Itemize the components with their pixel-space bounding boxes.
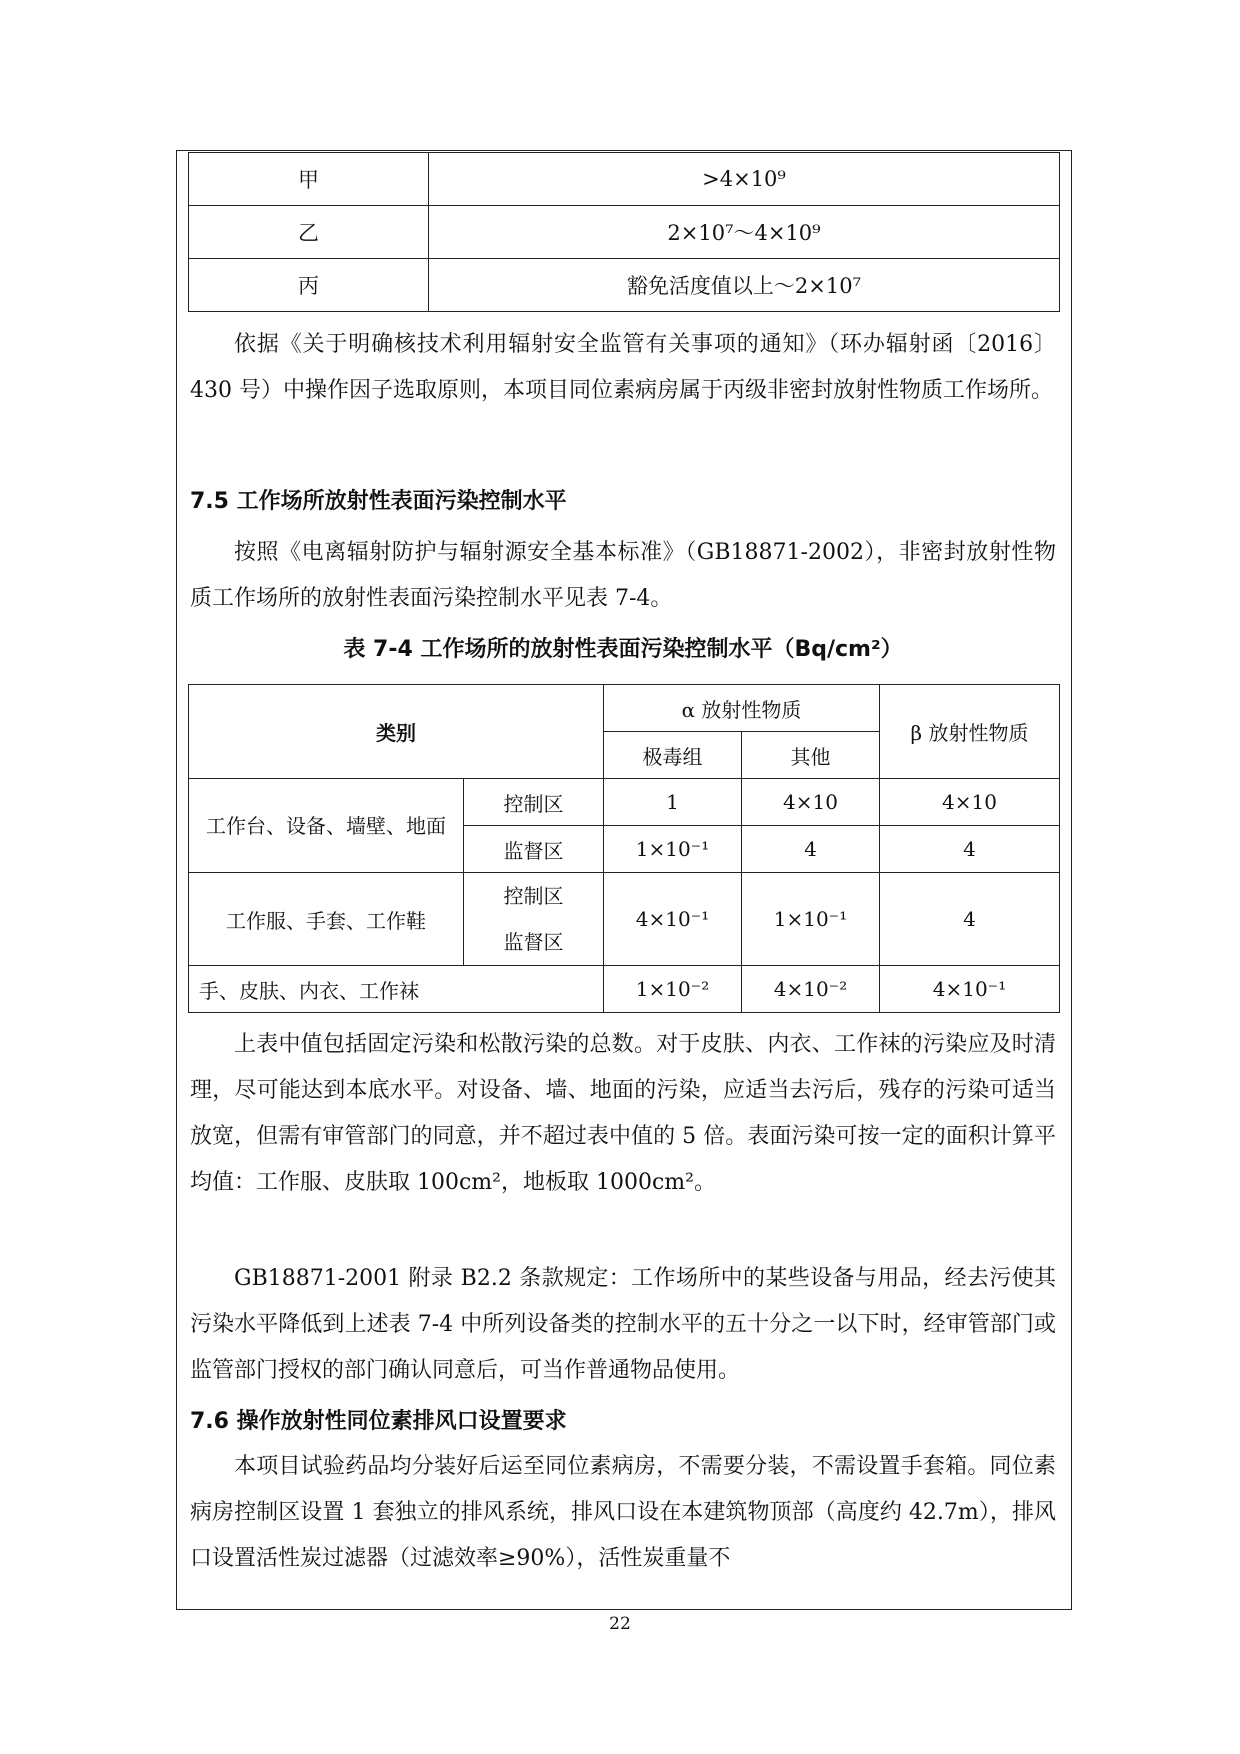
table-row [189,206,1060,259]
table-caption: 表 7-4 工作场所的放射性表面污染控制水平（Bq/cm²） [343,637,903,662]
activity-range-cell: >4×10⁹ [429,153,1060,206]
paragraph-gb-appendix: GB18871-2001 附录 B2.2 条款规定：工作场所中的某些设备与用品，经去污使其污染水平降低到上述表 7-4 中所列设备类的控制水平的五十分之一以下时，经审管部门或监管部门授权的部门确认同意后，可当作普通物品使用。 [190,1266,1056,1383]
value-cell: 4×10 [742,779,880,826]
grade-cell: 丙 [189,259,429,312]
paragraph-exhaust: 本项目试验药品均分装好后运至同位素病房，不需要分装，不需设置手套箱。同位素病房控制区设置 1 套独立的排风系统，排风口设在本建筑物顶部（高度约 42.7m），排风口设置活性炭过滤器（过滤效率≥90%），活性炭重量不 [190,1454,1056,1571]
value-cell: 4×10⁻¹ [604,873,742,966]
value-cell: 1 [604,779,742,826]
page-number: 22 [609,1614,631,1634]
table-row [189,873,1060,966]
row-name-workwear: 工作服、手套、工作鞋 [189,873,464,966]
value-cell: 4 [742,826,880,873]
zone-supervise: 监督区 [464,826,604,873]
value-cell: 1×10⁻² [604,966,742,1013]
section-heading-7-6: 7.6 操作放射性同位素排风口设置要求 [190,1409,567,1434]
table-row [189,153,1060,206]
zone-cell [464,873,604,966]
header-extreme-toxicity: 极毒组 [604,732,742,779]
zone-control: 控制区 [503,884,564,908]
zone-control: 控制区 [464,779,604,826]
value-cell: 4×10⁻² [742,966,880,1013]
value-cell: 1×10⁻¹ [604,826,742,873]
activity-range-cell: 豁免活度值以上～2×10⁷ [429,259,1060,312]
header-other: 其他 [742,732,880,779]
row-name-skin: 手、皮肤、内衣、工作袜 [189,966,604,1013]
table-row [189,779,1060,826]
table-header-row [189,685,1060,732]
zone-supervise: 监督区 [503,930,564,954]
grade-table [188,152,1060,312]
grade-cell: 甲 [189,153,429,206]
activity-range-cell: 2×10⁷～4×10⁹ [429,206,1060,259]
section-heading-7-5: 7.5 工作场所放射性表面污染控制水平 [190,489,567,514]
header-alpha: α 放射性物质 [604,685,880,732]
value-cell: 4×10⁻¹ [880,966,1060,1013]
paragraph-standard: 按照《电离辐射防护与辐射源安全基本标准》（GB18871-2002），非密封放射性物质工作场所的放射性表面污染控制水平见表 7-4。 [190,540,1056,611]
value-cell: 4×10 [880,779,1060,826]
row-name-equipment: 工作台、设备、墙壁、地面 [189,779,464,873]
contamination-table [188,684,1060,1013]
value-cell: 4 [880,873,1060,966]
paragraph-contamination: 上表中值包括固定污染和松散污染的总数。对于皮肤、内衣、工作袜的污染应及时清理，尽可能达到本底水平。对设备、墙、地面的污染，应适当去污后，残存的污染可适当放宽，但需有审管部门的同意，并不超过表中值的 5 倍。表面污染可按一定的面积计算平均值：工作服、皮肤取 100cm²，地板取 1000cm²。 [190,1032,1056,1195]
value-cell: 1×10⁻¹ [742,873,880,966]
table-row [189,966,1060,1013]
grade-cell: 乙 [189,206,429,259]
header-beta: β 放射性物质 [880,685,1060,779]
table-row [189,259,1060,312]
paragraph-basis: 依据《关于明确核技术利用辐射安全监管有关事项的通知》（环办辐射函〔2016〕430 号）中操作因子选取原则，本项目同位素病房属于丙级非密封放射性物质工作场所。 [190,332,1056,403]
header-category: 类别 [189,685,604,779]
value-cell: 4 [880,826,1060,873]
